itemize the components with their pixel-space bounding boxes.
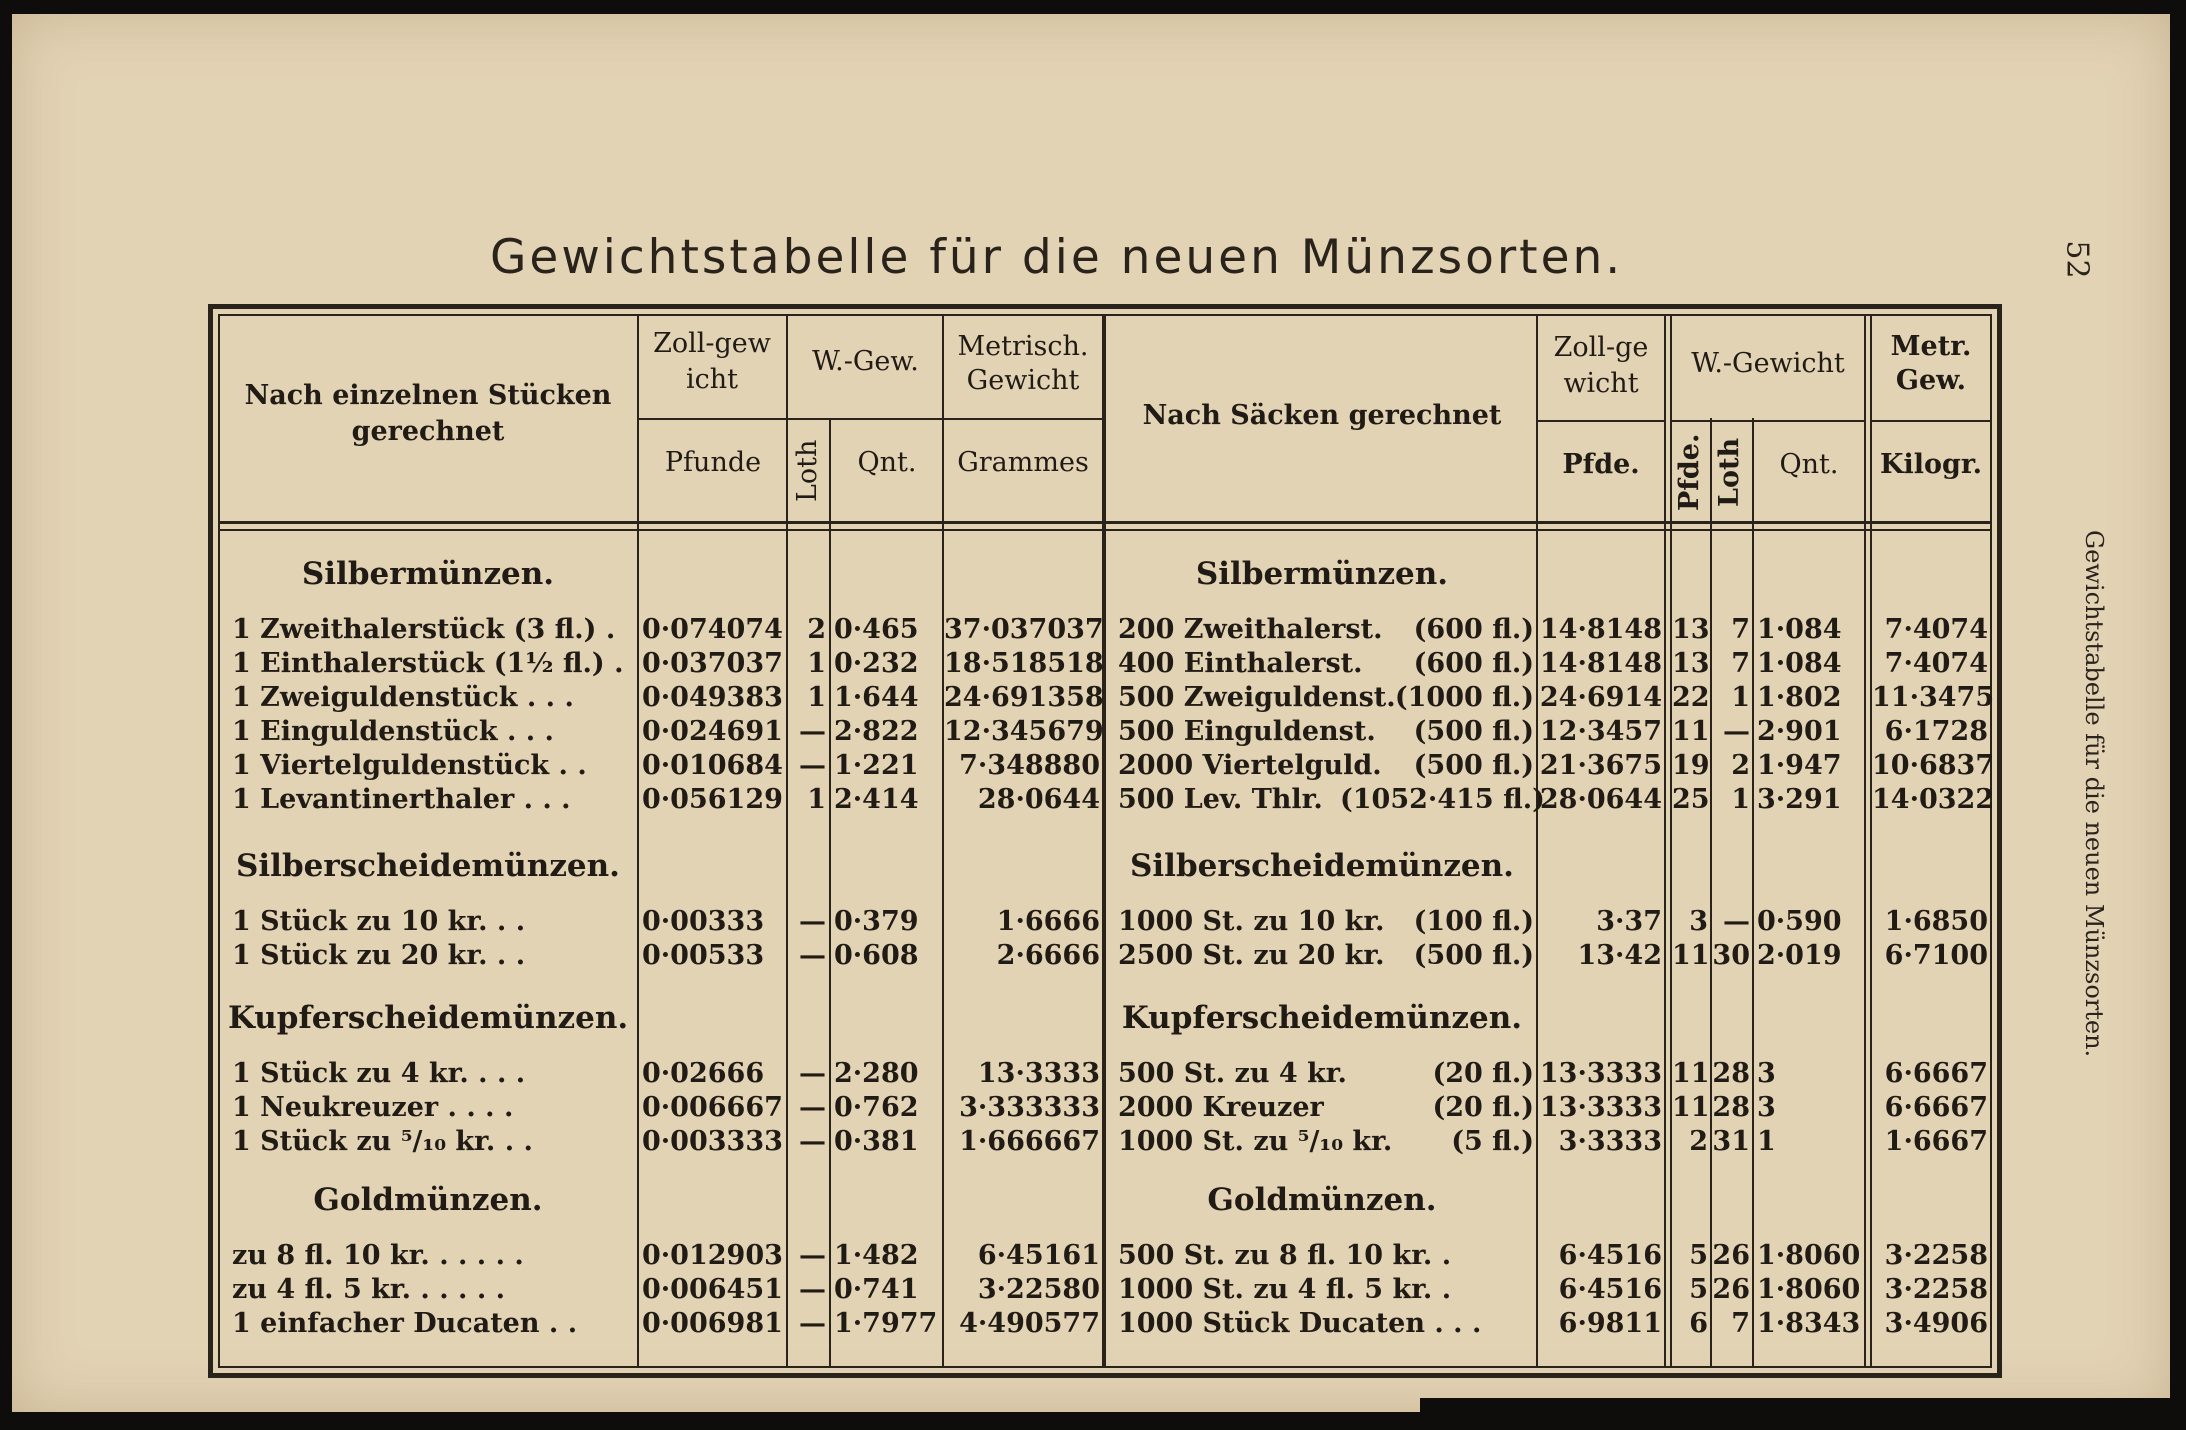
table-row xyxy=(0,1058,2186,1090)
cell-loth: 1 xyxy=(807,648,826,679)
cell-zollgewicht: 0·006451 xyxy=(642,1274,783,1305)
table-row xyxy=(0,1308,2186,1340)
cell-loth: — xyxy=(799,750,826,781)
table-row xyxy=(0,784,2186,816)
row-label-right: 500 St. zu 4 kr. xyxy=(1118,1058,1347,1089)
cell-w-qnt: 1·8060 xyxy=(1757,1240,1861,1271)
cell-w-pfde: 3 xyxy=(1689,906,1708,937)
cell-grammes: 6·45161 xyxy=(977,1240,1100,1271)
cell-w-loth: 26 xyxy=(1712,1240,1750,1271)
section-title-right: Silberscheidemünzen. xyxy=(1130,848,1514,884)
column-rule-center xyxy=(1102,314,1106,1368)
cell-qnt: 0·465 xyxy=(834,614,919,645)
cell-w-qnt: 1·084 xyxy=(1757,648,1842,679)
cell-loth: — xyxy=(799,1092,826,1123)
header-subrule xyxy=(944,418,1102,420)
cell-pfde: 6·4516 xyxy=(1558,1274,1662,1305)
cell-qnt: 0·379 xyxy=(834,906,919,937)
row-label-left: 1 Viertelguldenstück . . xyxy=(232,750,587,781)
cell-loth: — xyxy=(799,1126,826,1157)
column-rule xyxy=(1664,314,1666,1368)
row-amount-right: (20 fl.) xyxy=(1432,1092,1534,1123)
cell-w-qnt: 1·8060 xyxy=(1757,1274,1861,1305)
column-rule xyxy=(1670,314,1672,1368)
column-rule xyxy=(1710,418,1712,1368)
cell-kilogr: 3·2258 xyxy=(1884,1240,1988,1271)
cell-w-qnt: 1·8343 xyxy=(1757,1308,1861,1339)
cell-qnt: 1·644 xyxy=(834,682,919,713)
cell-loth: 1 xyxy=(807,784,826,815)
row-amount-right: (600 fl.) xyxy=(1413,614,1534,645)
cell-pfde: 6·9811 xyxy=(1558,1308,1662,1339)
header-zollgewicht-2: Zoll-gewicht xyxy=(1553,332,1649,399)
header-subrule xyxy=(1538,420,1664,422)
cell-kilogr: 10·6837 xyxy=(1872,750,1995,781)
cell-w-pfde: 19 xyxy=(1672,750,1710,781)
cell-w-loth: — xyxy=(1723,906,1750,937)
cell-grammes: 1·666667 xyxy=(959,1126,1100,1157)
cell-kilogr: 1·6667 xyxy=(1884,1126,1988,1157)
cell-qnt: 2·822 xyxy=(834,716,919,747)
cell-w-pfde: 25 xyxy=(1672,784,1710,815)
row-amount-right: (1000 fl.) xyxy=(1394,682,1534,713)
row-label-right: 1000 St. zu 10 kr. xyxy=(1118,906,1385,937)
header-right-description: Nach Säcken gerechnet xyxy=(1142,400,1502,431)
cell-pfde: 28·0644 xyxy=(1539,784,1662,815)
cell-grammes: 3·22580 xyxy=(977,1274,1100,1305)
cell-zollgewicht: 0·024691 xyxy=(642,716,783,747)
column-rule xyxy=(786,314,788,1368)
section-title-left: Silbermünzen. xyxy=(301,556,555,592)
cell-w-qnt: 3 xyxy=(1757,1058,1776,1089)
row-label-right: 200 Zweithalerst. xyxy=(1118,614,1383,645)
cell-loth: 1 xyxy=(807,682,826,713)
column-rule xyxy=(637,314,639,1368)
row-amount-right: (500 fl.) xyxy=(1413,716,1534,747)
cell-pfde: 13·42 xyxy=(1577,940,1662,971)
row-label-left: 1 Einthalerstück (1½ fl.) . xyxy=(232,648,624,679)
cell-kilogr: 7·4074 xyxy=(1884,614,1988,645)
page-number: 52 xyxy=(2059,240,2095,279)
header-pfunde: Pfunde xyxy=(664,447,762,478)
cell-pfde: 3·3333 xyxy=(1558,1126,1662,1157)
header-subrule xyxy=(1872,420,1990,422)
row-label-left: 1 Stück zu 10 kr. . . xyxy=(232,906,526,937)
cell-loth: — xyxy=(799,1274,826,1305)
cell-kilogr: 3·4906 xyxy=(1884,1308,1988,1339)
side-running-title: Gewichtstabelle für die neuen Münzsorten. xyxy=(2080,530,2108,1058)
cell-w-pfde: 11 xyxy=(1672,1092,1710,1123)
row-label-left: 1 Neukreuzer . . . . xyxy=(232,1092,514,1123)
cell-grammes: 4·490577 xyxy=(959,1308,1100,1339)
row-label-right: 1000 Stück Ducaten . . . xyxy=(1118,1308,1482,1339)
cell-kilogr: 1·6850 xyxy=(1884,906,1988,937)
cell-grammes: 24·691358 xyxy=(944,682,1104,713)
row-amount-right: (500 fl.) xyxy=(1413,750,1534,781)
cell-zollgewicht: 0·00333 xyxy=(642,906,765,937)
cell-w-loth: 30 xyxy=(1712,940,1750,971)
row-label-left: 1 Stück zu 20 kr. . . xyxy=(232,940,526,971)
cell-grammes: 13·3333 xyxy=(977,1058,1100,1089)
table-row xyxy=(0,1126,2186,1158)
cell-pfde: 13·3333 xyxy=(1539,1092,1662,1123)
header-subrule xyxy=(639,418,942,420)
header-qnt-2: Qnt. xyxy=(1779,449,1839,480)
row-label-left: 1 Zweiguldenstück . . . xyxy=(232,682,574,713)
cell-w-qnt: 1·802 xyxy=(1757,682,1842,713)
cell-grammes: 37·037037 xyxy=(944,614,1104,645)
cell-grammes: 28·0644 xyxy=(977,784,1100,815)
cell-w-loth: 7 xyxy=(1731,614,1750,645)
cell-kilogr: 14·0322 xyxy=(1872,784,1995,815)
cell-kilogr: 6·1728 xyxy=(1884,716,1988,747)
cell-kilogr: 7·4074 xyxy=(1884,648,1988,679)
row-amount-right: (600 fl.) xyxy=(1413,648,1534,679)
header-metr-gew: Metr. Gew. xyxy=(1890,331,1972,396)
cell-grammes: 2·6666 xyxy=(996,940,1100,971)
cell-w-qnt: 3·291 xyxy=(1757,784,1842,815)
cell-loth: — xyxy=(799,1240,826,1271)
table-row xyxy=(0,750,2186,782)
row-amount-right: (5 fl.) xyxy=(1451,1126,1534,1157)
cell-pfde: 21·3675 xyxy=(1539,750,1662,781)
cell-w-pfde: 13 xyxy=(1672,648,1710,679)
column-rule xyxy=(829,418,831,1368)
cell-qnt: 1·482 xyxy=(834,1240,919,1271)
cell-loth: — xyxy=(799,906,826,937)
cell-w-loth: — xyxy=(1723,716,1750,747)
section-title-left: Silberscheidemünzen. xyxy=(236,848,620,884)
row-label-right: 500 Lev. Thlr. xyxy=(1118,784,1323,815)
header-w-gewicht: W.-Gewicht xyxy=(1691,348,1845,379)
row-amount-right: (100 fl.) xyxy=(1413,906,1534,937)
cell-kilogr: 6·7100 xyxy=(1884,940,1988,971)
row-amount-right: (500 fl.) xyxy=(1413,940,1534,971)
cell-qnt: 1·221 xyxy=(834,750,919,781)
cell-pfde: 24·6914 xyxy=(1539,682,1662,713)
row-label-right: 400 Einthalerst. xyxy=(1118,648,1363,679)
cell-grammes: 18·518518 xyxy=(944,648,1104,679)
cell-w-loth: 1 xyxy=(1731,784,1750,815)
cell-zollgewicht: 0·006981 xyxy=(642,1308,783,1339)
cell-w-loth: 28 xyxy=(1712,1092,1750,1123)
cell-qnt: 0·608 xyxy=(834,940,919,971)
cell-zollgewicht: 0·006667 xyxy=(642,1092,783,1123)
header-pfde: Pfde. xyxy=(1562,449,1640,480)
cell-qnt: 2·414 xyxy=(834,784,919,815)
table-row xyxy=(0,648,2186,680)
column-rule xyxy=(1752,418,1754,1368)
row-label-left: zu 8 fl. 10 kr. . . . . . xyxy=(232,1240,524,1271)
cell-w-pfde: 11 xyxy=(1672,940,1710,971)
cell-zollgewicht: 0·00533 xyxy=(642,940,765,971)
header-metrisch: Metrisch. Gewicht xyxy=(957,331,1089,396)
page-title: Gewichtstabelle für die neuen Münzsorten. xyxy=(490,230,1624,285)
cell-pfde: 13·3333 xyxy=(1539,1058,1662,1089)
section-title-right: Silbermünzen. xyxy=(1195,556,1449,592)
header-loth-2: Loth xyxy=(1714,437,1745,507)
row-label-left: 1 Zweithalerstück (3 fl.) . xyxy=(232,614,616,645)
cell-w-pfde: 6 xyxy=(1689,1308,1708,1339)
cell-qnt: 1·7977 xyxy=(834,1308,938,1339)
cell-zollgewicht: 0·056129 xyxy=(642,784,783,815)
cell-pfde: 3·37 xyxy=(1596,906,1662,937)
header-grammes: Grammes xyxy=(957,447,1089,478)
header-left-description: Nach einzelnen Stücken gerechnet xyxy=(244,380,612,447)
table-row xyxy=(0,682,2186,714)
cell-zollgewicht: 0·003333 xyxy=(642,1126,783,1157)
cell-w-pfde: 2 xyxy=(1689,1126,1708,1157)
cell-zollgewicht: 0·074074 xyxy=(642,614,783,645)
cell-grammes: 3·333333 xyxy=(959,1092,1100,1123)
cell-w-pfde: 22 xyxy=(1672,682,1710,713)
table-row xyxy=(0,940,2186,972)
header-loth: Loth xyxy=(792,439,823,503)
row-label-left: 1 Stück zu ⁵/₁₀ kr. . . xyxy=(232,1126,533,1157)
section-title-right: Kupferscheidemünzen. xyxy=(1121,1000,1523,1036)
row-label-left: 1 Stück zu 4 kr. . . . xyxy=(232,1058,526,1089)
cell-kilogr: 6·6667 xyxy=(1884,1092,1988,1123)
cell-w-qnt: 2·901 xyxy=(1757,716,1842,747)
cell-kilogr: 3·2258 xyxy=(1884,1274,1988,1305)
cell-pfde: 6·4516 xyxy=(1558,1240,1662,1271)
cell-grammes: 7·348880 xyxy=(959,750,1100,781)
header-kilogr: Kilogr. xyxy=(1879,449,1982,480)
cell-w-qnt: 1·084 xyxy=(1757,614,1842,645)
table-row xyxy=(0,1092,2186,1124)
header-subrule xyxy=(1672,420,1864,422)
cell-w-loth: 26 xyxy=(1712,1274,1750,1305)
row-label-right: 2000 Kreuzer xyxy=(1118,1092,1324,1123)
section-title-right: Goldmünzen. xyxy=(1207,1182,1437,1218)
cell-w-loth: 28 xyxy=(1712,1058,1750,1089)
cell-w-loth: 1 xyxy=(1731,682,1750,713)
header-pfde-2: Pfde. xyxy=(1674,433,1705,511)
table-row xyxy=(0,614,2186,646)
cell-w-qnt: 1 xyxy=(1757,1126,1776,1157)
cell-grammes: 12·345679 xyxy=(944,716,1104,747)
cell-w-pfde: 11 xyxy=(1672,1058,1710,1089)
cell-w-qnt: 2·019 xyxy=(1757,940,1842,971)
header-qnt: Qnt. xyxy=(857,447,917,478)
row-label-right: 2500 St. zu 20 kr. xyxy=(1118,940,1385,971)
header-w-gew: W.-Gew. xyxy=(812,346,919,377)
cell-w-loth: 7 xyxy=(1731,1308,1750,1339)
cell-loth: — xyxy=(799,1308,826,1339)
row-label-right: 1000 St. zu 4 fl. 5 kr. . xyxy=(1118,1274,1452,1305)
cell-qnt: 0·381 xyxy=(834,1126,919,1157)
cell-pfde: 14·8148 xyxy=(1539,648,1662,679)
row-label-right: 500 St. zu 8 fl. 10 kr. . xyxy=(1118,1240,1452,1271)
section-title-left: Goldmünzen. xyxy=(313,1182,543,1218)
cell-zollgewicht: 0·037037 xyxy=(642,648,783,679)
cell-w-pfde: 13 xyxy=(1672,614,1710,645)
table-row xyxy=(0,906,2186,938)
row-label-right: 500 Einguldenst. xyxy=(1118,716,1376,747)
row-label-right: 1000 St. zu ⁵/₁₀ kr. xyxy=(1118,1126,1393,1157)
cell-qnt: 2·280 xyxy=(834,1058,919,1089)
cell-w-qnt: 0·590 xyxy=(1757,906,1842,937)
table-row xyxy=(0,1240,2186,1272)
table-row xyxy=(0,1274,2186,1306)
cell-loth: — xyxy=(799,716,826,747)
cell-zollgewicht: 0·02666 xyxy=(642,1058,765,1089)
header-zollgewicht: Zoll-gewicht xyxy=(653,328,771,395)
torn-edge xyxy=(1420,1398,2170,1430)
cell-pfde: 12·3457 xyxy=(1539,716,1662,747)
cell-w-loth: 2 xyxy=(1731,750,1750,781)
row-label-left: 1 Einguldenstück . . . xyxy=(232,716,554,747)
cell-w-pfde: 5 xyxy=(1689,1240,1708,1271)
cell-loth: 2 xyxy=(807,614,826,645)
cell-zollgewicht: 0·049383 xyxy=(642,682,783,713)
cell-qnt: 0·741 xyxy=(834,1274,919,1305)
cell-w-qnt: 1·947 xyxy=(1757,750,1842,781)
cell-loth: — xyxy=(799,940,826,971)
cell-zollgewicht: 0·012903 xyxy=(642,1240,783,1271)
row-label-left: 1 einfacher Ducaten . . xyxy=(232,1308,578,1339)
cell-qnt: 0·232 xyxy=(834,648,919,679)
cell-pfde: 14·8148 xyxy=(1539,614,1662,645)
cell-w-qnt: 3 xyxy=(1757,1092,1776,1123)
cell-w-pfde: 11 xyxy=(1672,716,1710,747)
cell-w-pfde: 5 xyxy=(1689,1274,1708,1305)
row-label-right: 2000 Viertelguld. xyxy=(1118,750,1382,781)
row-label-left: 1 Levantinerthaler . . . xyxy=(232,784,571,815)
table-row xyxy=(0,716,2186,748)
cell-w-loth: 7 xyxy=(1731,648,1750,679)
column-rule xyxy=(1864,314,1866,1368)
cell-zollgewicht: 0·010684 xyxy=(642,750,783,781)
row-amount-right: (1052·415 fl.) xyxy=(1340,784,1545,815)
row-label-right: 500 Zweiguldenst. xyxy=(1118,682,1396,713)
cell-w-loth: 31 xyxy=(1712,1126,1750,1157)
cell-qnt: 0·762 xyxy=(834,1092,919,1123)
cell-grammes: 1·6666 xyxy=(996,906,1100,937)
row-label-left: zu 4 fl. 5 kr. . . . . . xyxy=(232,1274,506,1305)
cell-kilogr: 6·6667 xyxy=(1884,1058,1988,1089)
cell-loth: — xyxy=(799,1058,826,1089)
section-title-left: Kupferscheidemünzen. xyxy=(228,1000,629,1036)
cell-kilogr: 11·3475 xyxy=(1872,682,1995,713)
row-amount-right: (20 fl.) xyxy=(1432,1058,1534,1089)
